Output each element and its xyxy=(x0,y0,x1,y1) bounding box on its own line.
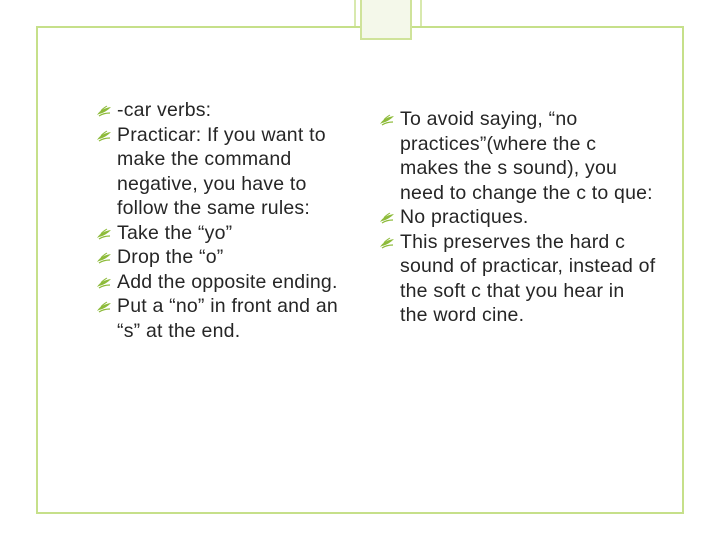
fleuron-icon xyxy=(96,301,112,313)
list-item xyxy=(93,98,353,123)
list-item-text: This preserves the hard c sound of practicar, instead of the soft c that you hear in the word cine. xyxy=(400,230,656,326)
fleuron-icon xyxy=(96,228,112,240)
fleuron-icon xyxy=(96,130,112,142)
right-column xyxy=(376,107,656,328)
list-item-text: Take the “yo” xyxy=(117,221,233,244)
fleuron-icon xyxy=(379,212,395,224)
list-item xyxy=(93,270,353,295)
list-item-text: No practiques. xyxy=(400,206,529,228)
left-column xyxy=(93,98,353,343)
fleuron-icon xyxy=(96,277,112,289)
list-item xyxy=(376,205,656,230)
list-item-text: Put a “no” in front and an “s” at the end. xyxy=(117,295,338,342)
fleuron-icon xyxy=(96,105,112,117)
list-item xyxy=(93,245,353,270)
list-item xyxy=(93,294,353,343)
list-item xyxy=(93,123,353,221)
list-item-text: -car verbs: xyxy=(117,99,212,121)
list-item xyxy=(93,221,353,246)
fleuron-icon xyxy=(379,237,395,249)
fleuron-icon xyxy=(96,252,112,264)
list-item xyxy=(376,230,656,328)
list-item xyxy=(376,107,656,205)
list-item-text: To avoid saying, “no practices”(where the c makes the s sound), you need to change the c to que: xyxy=(400,108,653,204)
decorative-tab xyxy=(360,0,412,40)
decorative-line xyxy=(354,0,356,26)
decorative-line xyxy=(420,0,422,26)
list-item-text: Drop the “o” xyxy=(117,246,224,268)
list-item-text: Add the opposite ending. xyxy=(117,270,338,293)
fleuron-icon xyxy=(379,114,395,126)
list-item-text: Practicar: If you want to make the command negative, you have to follow the same rules: xyxy=(117,123,326,219)
